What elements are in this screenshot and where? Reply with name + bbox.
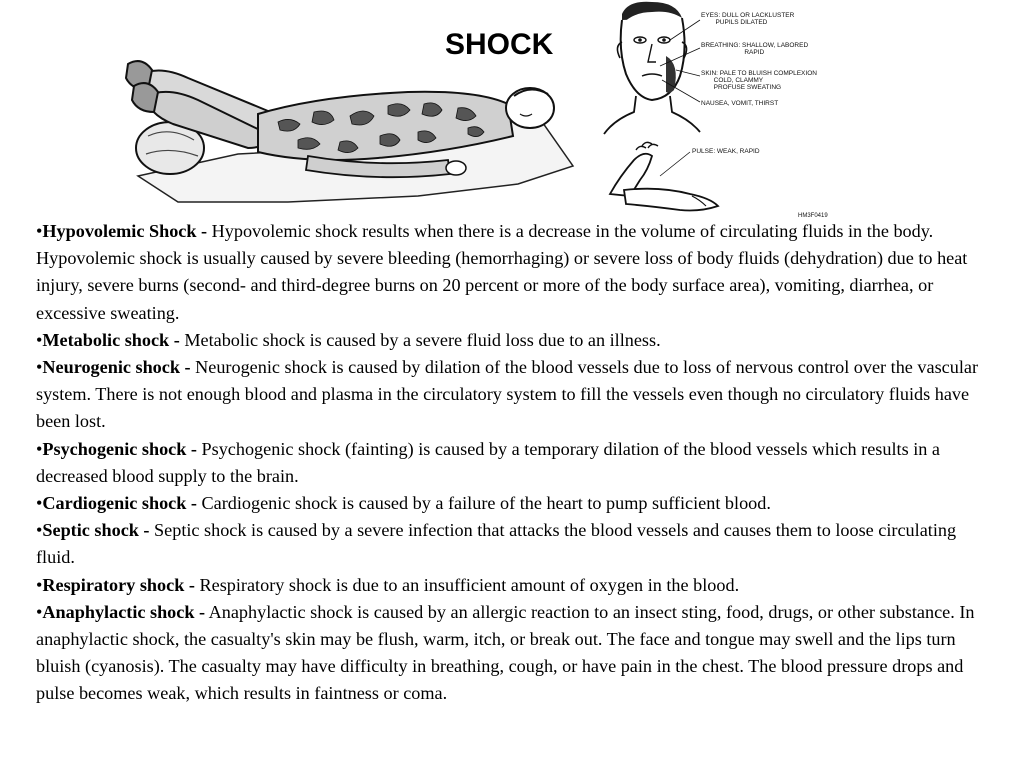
description-metabolic: Metabolic shock is caused by a severe fluid loss due to an illness. <box>179 329 661 350</box>
bullet: • <box>36 357 43 378</box>
list-item-septic <box>36 517 994 571</box>
page-title: SHOCK <box>445 28 554 61</box>
figure-id-label: HM3F0419 <box>798 213 828 219</box>
callout-skin: SKIN: PALE TO BLUISH COMPLEXION COLD, CLAMMY PROFUSE SWEATING <box>701 70 817 91</box>
bullet: • <box>36 574 43 595</box>
bullet: • <box>36 438 43 459</box>
term-respiratory: Respiratory shock - <box>42 574 195 595</box>
callout-pulse: PULSE: WEAK, RAPID <box>692 148 760 155</box>
term-hypovolemic: Hypovolemic Shock - <box>42 221 208 241</box>
description-hypovolemic: Hypovolemic shock results when there is a decrease in the volume of circulating fluids in the body. Hypovolemic shock is usually caused by severe bleeding (hemorrhaging) or severe loss of body fluids (dehydration) due to heat injury, severe burns (second- and third-degree burns on 20 percent or more of the body surface area), vomiting, diarrhea, or excessive sweating. <box>36 221 968 323</box>
term-cardiogenic: Cardiogenic shock - <box>42 493 197 514</box>
list-item-anaphylactic <box>36 599 994 708</box>
term-septic: Septic shock - <box>42 520 150 541</box>
casualty-shock-position-illustration <box>118 56 580 206</box>
bullet: • <box>36 329 43 350</box>
list-item-hypovolemic <box>36 218 994 327</box>
list-item-metabolic <box>36 327 994 354</box>
description-septic: Septic shock is caused by a severe infection that attacks the blood vessels and causes them to loose circulating fluid. <box>36 520 957 568</box>
callout-breathing: BREATHING: SHALLOW, LABORED RAPID <box>701 42 809 56</box>
description-psychogenic: Psychogenic shock (fainting) is caused by a temporary dilation of the blood vessels which results in a decreased blood supply to the brain. <box>36 438 940 486</box>
bullet: • <box>36 601 43 622</box>
callout-eyes: EYES: DULL OR LACKLUSTER PUPILS DILATED <box>701 12 795 26</box>
list-item-neurogenic <box>36 354 994 436</box>
description-cardiogenic: Cardiogenic shock is caused by a failure of the heart to pump sufficient blood. <box>196 493 771 514</box>
term-metabolic: Metabolic shock - <box>42 329 180 350</box>
list-item-respiratory <box>36 572 994 599</box>
list-item-cardiogenic <box>36 490 994 517</box>
bullet: • <box>36 221 43 241</box>
callout-nausea: NAUSEA, VOMIT, THIRST <box>701 100 779 107</box>
description-anaphylactic: Anaphylactic shock is caused by an allergic reaction to an insect sting, food, drugs, or other substance. In anaphylactic shock, the casualty's skin may be flush, warm, itch, or break out. The face and tongue may swell and the lips turn bluish (cyanosis). The casualty may have difficulty in breathing, cough, or have pain in the chest. The blood pressure drops and pulse becomes weak, which results in faintness or coma. <box>36 601 975 704</box>
bullet: • <box>36 493 43 514</box>
description-neurogenic: Neurogenic shock is caused by dilation of the blood vessels due to loss of nervous control over the vascular system. There is not enough blood and plasma in the circulatory system to fill the vessels even though no circulatory fluids have been lost. <box>36 357 979 432</box>
face-and-wrist-drawing <box>600 0 860 222</box>
list-item-psychogenic <box>36 436 994 490</box>
term-neurogenic: Neurogenic shock - <box>42 357 191 378</box>
description-respiratory: Respiratory shock is due to an insufficient amount of oxygen in the blood. <box>194 574 740 595</box>
shock-symptoms-illustration <box>600 0 860 222</box>
term-anaphylactic: Anaphylactic shock - <box>42 601 206 622</box>
bullet: • <box>36 520 43 541</box>
term-psychogenic: Psychogenic shock - <box>42 438 197 459</box>
shock-types-list <box>36 218 994 708</box>
